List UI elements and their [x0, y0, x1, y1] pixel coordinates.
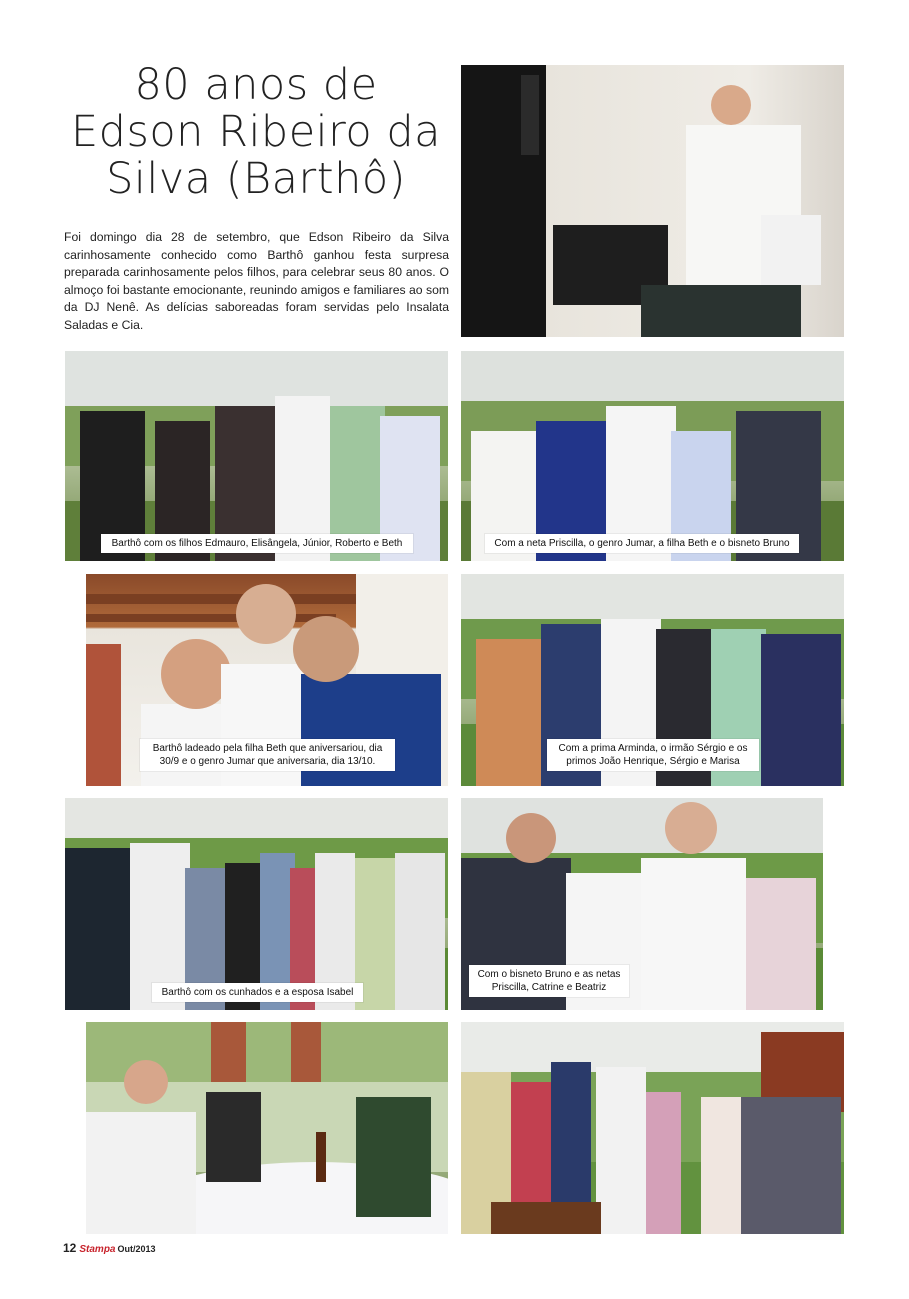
issue-date: Out/2013: [117, 1244, 156, 1254]
photo-great-grandson: [461, 798, 823, 1010]
title-line-2: Edson Ribeiro da: [71, 107, 441, 157]
caption-granddaughter: Com a neta Priscilla, o genro Jumar, a filha Beth e o bisneto Bruno: [485, 534, 799, 553]
caption-cousins: Com a prima Arminda, o irmão Sérgio e os primos João Henrique, Sérgio e Marisa: [547, 739, 759, 771]
photo-cake-celebration: [461, 1022, 844, 1234]
caption-great-grandson: Com o bisneto Bruno e as netas Priscilla, Catrine e Beatriz: [469, 965, 629, 997]
photo-in-laws: [65, 798, 448, 1010]
title-line-1: 80 anos de: [134, 60, 378, 110]
page-number: 12: [63, 1241, 77, 1255]
magazine-name: Stampa: [79, 1244, 116, 1255]
article-title: [62, 62, 450, 203]
photo-granddaughter: [461, 351, 844, 561]
photo-dj-booth: [461, 65, 844, 337]
title-line-3: Silva (Barthô): [106, 154, 406, 204]
photo-children: [65, 351, 448, 561]
group-photo-illustration: [461, 351, 844, 561]
dj-booth-illustration: [461, 65, 844, 337]
page-footer: [63, 1241, 156, 1255]
photo-daughter-son-in-law: [86, 574, 448, 786]
caption-in-laws: Barthô com os cunhados e a esposa Isabel: [152, 983, 363, 1002]
caption-children: Barthô com os filhos Edmauro, Elisângela, Júnior, Roberto e Beth: [101, 534, 413, 553]
photo-toast-table: [86, 1022, 448, 1234]
toast-illustration: [86, 1022, 448, 1234]
celebration-illustration: [461, 1022, 844, 1234]
article-lead: Foi domingo dia 28 de setembro, que Edson Ribeiro da Silva carinhosamente conhecido como Barthô ganhou festa surpresa preparada carinhosamente pelos filhos, para celebrar seus 80 anos. O almoço foi bastante emocionante, reunindo amigos e familiares ao som da DJ Nenê. As delícias saboreadas foram servidas pelo Insalata Saladas e Cia.: [64, 230, 449, 332]
photo-cousins: [461, 574, 844, 786]
group-photo-illustration: [65, 351, 448, 561]
group-photo-illustration: [65, 798, 448, 1010]
caption-daughter-son-in-law: Barthô ladeado pela filha Beth que aniversariou, dia 30/9 e o genro Jumar que aniversaria, dia 13/10.: [140, 739, 395, 771]
